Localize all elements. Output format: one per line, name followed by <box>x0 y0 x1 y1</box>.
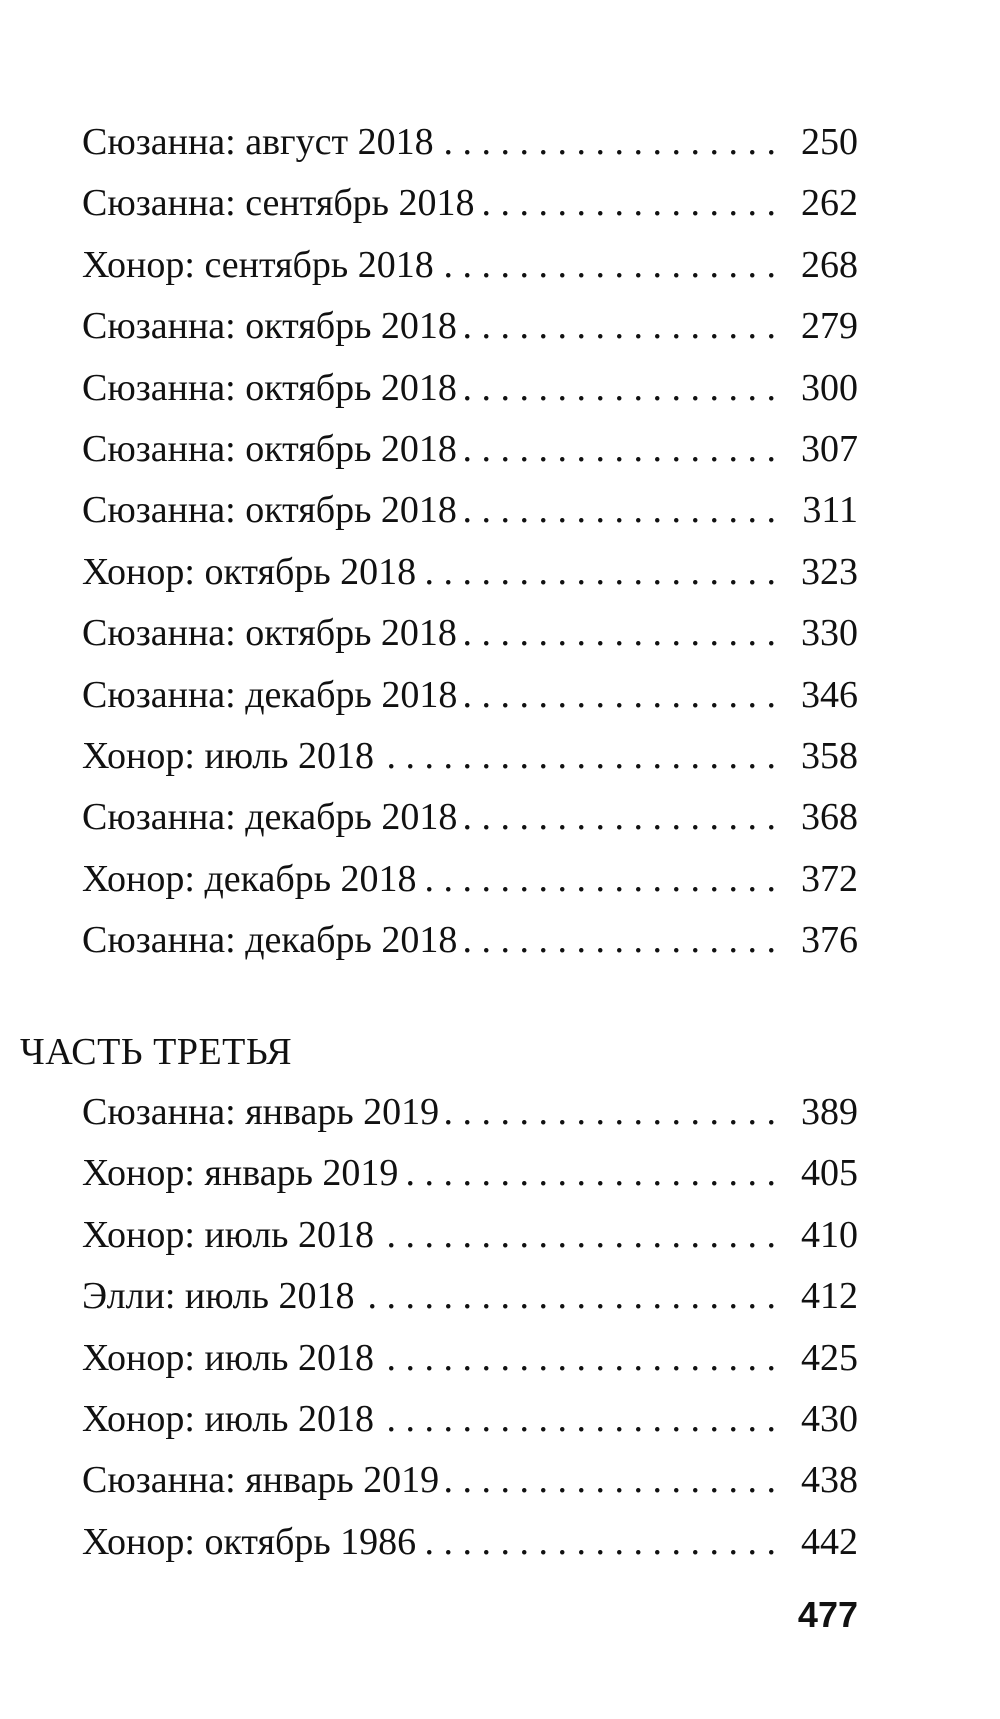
toc-entry-page: 389 <box>801 1091 858 1133</box>
toc-dot-leader <box>443 1082 786 1143</box>
toc-entry <box>82 235 858 296</box>
toc-entry-page: 376 <box>801 919 858 962</box>
toc-entry <box>82 296 858 357</box>
toc-dot-leader <box>358 1266 786 1327</box>
toc-dot-leader <box>420 1512 786 1573</box>
toc-entry-page: 372 <box>801 857 858 900</box>
toc-entry <box>82 910 858 971</box>
toc-dot-leader <box>461 665 786 726</box>
toc-entry <box>82 358 858 419</box>
toc-entry <box>82 480 858 541</box>
toc-dot-leader <box>461 358 786 419</box>
toc-entry <box>82 542 858 603</box>
toc-list-part-three <box>82 1082 858 1573</box>
toc-dot-leader <box>402 1143 786 1204</box>
toc-entry-page: 323 <box>801 550 858 593</box>
part-three-heading: ЧАСТЬ ТРЕТЬЯ <box>20 1031 293 1073</box>
toc-entry-title: Сюзанна: октябрь 2018 <box>82 489 457 532</box>
toc-entry <box>82 1389 858 1450</box>
toc-dot-leader <box>438 235 786 296</box>
toc-entry <box>82 112 858 173</box>
toc-dot-leader <box>479 173 787 234</box>
toc-entry-page: 430 <box>801 1397 858 1440</box>
toc-dot-leader <box>461 910 786 971</box>
toc-entry <box>82 1205 858 1266</box>
toc-dot-leader <box>438 112 786 173</box>
toc-entry-title: Хонор: октябрь 2018 <box>82 550 417 593</box>
toc-entry-title: Хонор: июль 2018 <box>82 1213 375 1256</box>
toc-entry-title: Хонор: декабрь 2018 <box>82 857 417 900</box>
toc-entry <box>82 173 858 234</box>
toc-dot-leader <box>378 1328 786 1389</box>
toc-entry-title: Сюзанна: декабрь 2018 <box>82 673 458 716</box>
toc-entry-page: 262 <box>801 182 858 225</box>
toc-entry-title: Сюзанна: октябрь 2018 <box>82 366 457 409</box>
toc-entry-title: Хонор: сентябрь 2018 <box>82 243 434 286</box>
toc-dot-leader <box>461 603 786 664</box>
toc-entry <box>82 1266 858 1327</box>
toc-entry <box>82 419 858 480</box>
toc-entry <box>82 726 858 787</box>
toc-entry <box>82 603 858 664</box>
toc-entry-title: Сюзанна: октябрь 2018 <box>82 427 457 470</box>
toc-entry <box>82 1328 858 1389</box>
toc-entry-title: Хонор: июль 2018 <box>82 1397 375 1440</box>
toc-entry-page: 307 <box>801 427 858 470</box>
toc-list-part-two <box>82 112 858 971</box>
toc-entry-page: 346 <box>801 673 858 716</box>
toc-entry-title: Хонор: январь 2019 <box>82 1152 399 1195</box>
toc-dot-leader <box>420 542 786 603</box>
toc-dot-leader <box>461 480 786 541</box>
toc-dot-leader <box>443 1450 786 1511</box>
toc-dot-leader <box>461 419 786 480</box>
toc-entry-title: Сюзанна: январь 2019 <box>82 1091 440 1133</box>
toc-entry-title: Хонор: июль 2018 <box>82 1336 375 1379</box>
toc-dot-leader <box>461 296 786 357</box>
toc-entry <box>82 1143 858 1204</box>
toc-entry <box>82 665 858 726</box>
toc-dot-leader <box>461 787 786 848</box>
toc-entry-page: 368 <box>801 796 858 839</box>
toc-dot-leader <box>378 726 786 787</box>
toc-entry-page: 412 <box>801 1275 858 1318</box>
toc-entry-title: Хонор: июль 2018 <box>82 734 375 777</box>
toc-entry <box>82 787 858 848</box>
toc-entry-page: 330 <box>801 612 858 655</box>
toc-entry <box>82 1082 858 1143</box>
toc-entry-title: Сюзанна: октябрь 2018 <box>82 612 457 655</box>
toc-entry-page: 268 <box>801 243 858 286</box>
toc-entry <box>82 1450 858 1511</box>
toc-entry-title: Хонор: октябрь 1986 <box>82 1520 417 1563</box>
toc-entry-title: Сюзанна: октябрь 2018 <box>82 305 457 348</box>
toc-entry-title: Сюзанна: август 2018 <box>82 121 434 163</box>
toc-dot-leader <box>378 1205 786 1266</box>
toc-dot-leader <box>421 849 786 910</box>
toc-entry-title: Элли: июль 2018 <box>82 1275 355 1318</box>
toc-entry-page: 410 <box>801 1213 858 1256</box>
toc-entry <box>82 849 858 910</box>
page-number: 477 <box>797 1594 858 1635</box>
toc-entry-page: 311 <box>802 489 858 532</box>
toc-entry-title: Сюзанна: сентябрь 2018 <box>82 182 475 225</box>
toc-entry-page: 442 <box>801 1520 858 1563</box>
toc-entry-page: 425 <box>801 1336 858 1379</box>
toc-entry <box>82 1512 858 1573</box>
toc-entry-title: Сюзанна: декабрь 2018 <box>82 919 458 962</box>
toc-entry-page: 438 <box>801 1459 858 1502</box>
toc-entry-page: 250 <box>801 121 858 163</box>
toc-dot-leader <box>378 1389 786 1450</box>
toc-entry-page: 405 <box>801 1152 858 1195</box>
toc-entry-title: Сюзанна: декабрь 2018 <box>82 796 458 839</box>
toc-entry-title: Сюзанна: январь 2019 <box>82 1459 440 1502</box>
toc-entry-page: 300 <box>801 366 858 409</box>
toc-entry-page: 279 <box>801 305 858 348</box>
toc-entry-page: 358 <box>801 734 858 777</box>
